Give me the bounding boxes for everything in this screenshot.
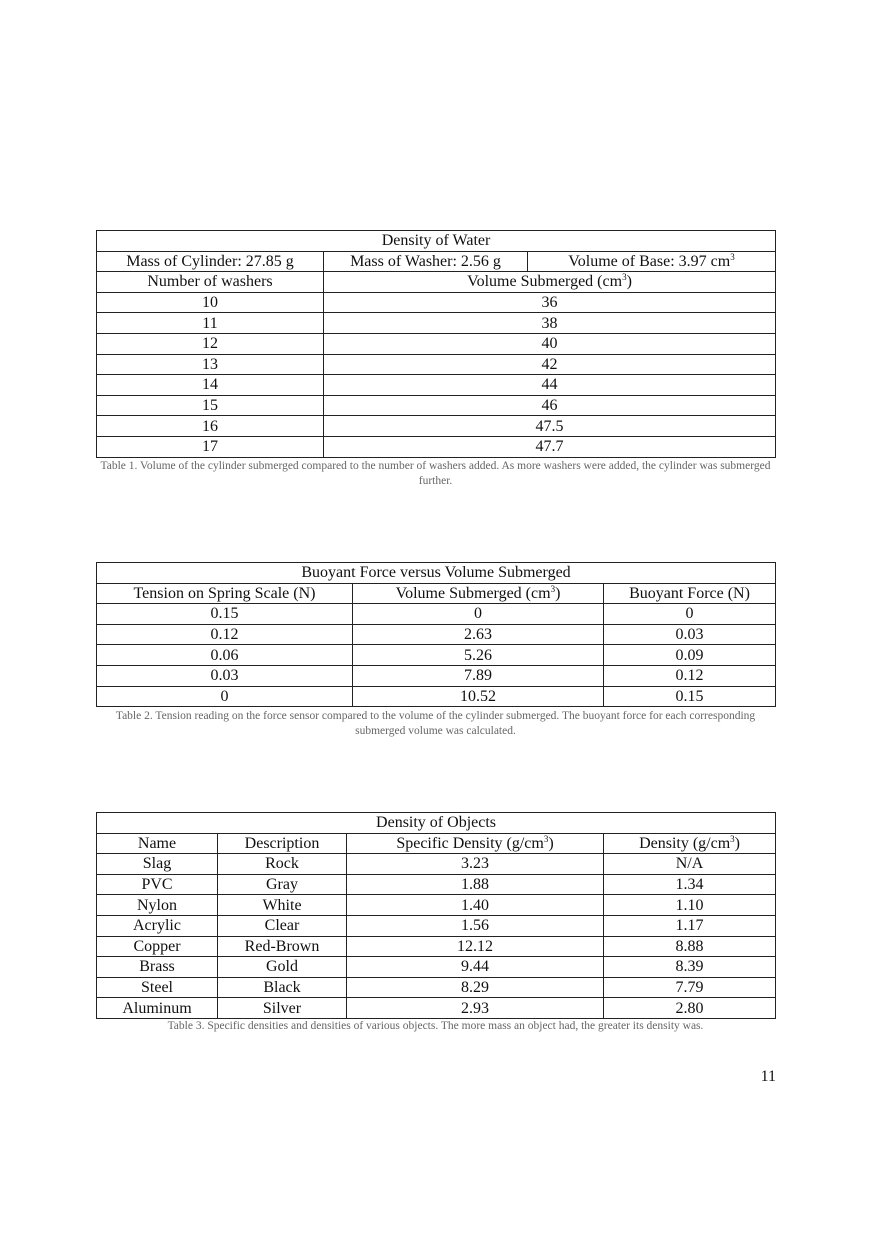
description-cell: Rock	[218, 854, 347, 875]
table-row	[97, 313, 776, 334]
density-cell: 1.34	[604, 874, 776, 895]
table-row	[97, 436, 776, 457]
volume-cell: 38	[324, 313, 776, 334]
tension-cell: 0	[97, 686, 353, 707]
description-cell: Silver	[218, 998, 347, 1019]
column-header-description: Description	[218, 833, 347, 854]
volume-cell: 7.89	[353, 665, 604, 686]
table-row	[97, 854, 776, 875]
column-header-volume-close: )	[555, 584, 561, 602]
table-header-row	[97, 272, 776, 293]
volume-cell: 10.52	[353, 686, 604, 707]
density-of-objects-table	[96, 812, 776, 1019]
table-row	[97, 998, 776, 1019]
volume-cell: 42	[324, 354, 776, 375]
volume-cell: 5.26	[353, 645, 604, 666]
table-title-row	[97, 563, 776, 584]
specific-density-cell: 9.44	[347, 957, 604, 978]
column-header-density-text: Density (g/cm	[639, 834, 731, 852]
column-header-volume	[324, 272, 776, 293]
specific-density-cell: 2.93	[347, 998, 604, 1019]
column-header-washers: Number of washers	[97, 272, 324, 293]
mass-of-cylinder-cell: Mass of Cylinder: 27.85 g	[97, 251, 324, 272]
table-row	[97, 292, 776, 313]
mass-of-washer-cell: Mass of Washer: 2.56 g	[324, 251, 528, 272]
description-cell: Clear	[218, 915, 347, 936]
table-header-row	[97, 583, 776, 604]
density-cell: 1.17	[604, 915, 776, 936]
force-cell: 0.12	[604, 665, 776, 686]
description-cell: Gold	[218, 957, 347, 978]
column-header-volume-text: Volume Submerged (cm	[467, 273, 623, 291]
specific-density-cell: 1.88	[347, 874, 604, 895]
density-cell: 2.80	[604, 998, 776, 1019]
page-number: 11	[760, 1068, 776, 1085]
name-cell: Slag	[97, 854, 218, 875]
washers-cell: 17	[97, 436, 324, 457]
table-title: Buoyant Force versus Volume Submerged	[97, 563, 776, 584]
force-cell: 0	[604, 604, 776, 625]
volume-cell: 0	[353, 604, 604, 625]
description-cell: White	[218, 895, 347, 916]
density-of-water-table	[96, 230, 776, 458]
superscript: 3	[730, 251, 735, 262]
volume-cell: 46	[324, 395, 776, 416]
specific-density-cell: 12.12	[347, 936, 604, 957]
table-row	[97, 375, 776, 396]
column-header-volume	[353, 583, 604, 604]
name-cell: Nylon	[97, 895, 218, 916]
washers-cell: 15	[97, 395, 324, 416]
volume-of-base-text: Volume of Base: 3.97 cm	[568, 252, 731, 270]
table-row	[97, 895, 776, 916]
column-header-specific-density	[347, 833, 604, 854]
specific-density-cell: 8.29	[347, 977, 604, 998]
name-cell: Brass	[97, 957, 218, 978]
washers-cell: 13	[97, 354, 324, 375]
density-cell: 1.10	[604, 895, 776, 916]
washers-cell: 16	[97, 416, 324, 437]
tension-cell: 0.03	[97, 665, 353, 686]
table-row	[97, 936, 776, 957]
density-cell: N/A	[604, 854, 776, 875]
washers-cell: 11	[97, 313, 324, 334]
table-row	[97, 957, 776, 978]
density-cell: 8.88	[604, 936, 776, 957]
tension-cell: 0.15	[97, 604, 353, 625]
table-row	[97, 354, 776, 375]
column-header-density-close: )	[734, 834, 740, 852]
name-cell: PVC	[97, 874, 218, 895]
table-row	[97, 395, 776, 416]
table-info-row	[97, 251, 776, 272]
name-cell: Aluminum	[97, 998, 218, 1019]
table-row	[97, 645, 776, 666]
column-header-volume-text: Volume Submerged (cm	[395, 584, 551, 602]
table-row	[97, 333, 776, 354]
superscript: 3	[550, 583, 556, 594]
table-row	[97, 624, 776, 645]
volume-cell: 2.63	[353, 624, 604, 645]
force-cell: 0.03	[604, 624, 776, 645]
name-cell: Acrylic	[97, 915, 218, 936]
column-header-specific-density-close: )	[548, 834, 554, 852]
description-cell: Red-Brown	[218, 936, 347, 957]
volume-cell: 47.7	[324, 436, 776, 457]
tension-cell: 0.12	[97, 624, 353, 645]
table-row	[97, 604, 776, 625]
table-2-caption: Table 2. Tension reading on the force sensor compared to the volume of the cylinder submerged. The buoyant force for each corresponding submerged volume was calculated.	[115, 710, 756, 737]
buoyant-force-table	[96, 562, 776, 707]
specific-density-cell: 1.40	[347, 895, 604, 916]
superscript: 3	[730, 833, 735, 844]
table-row	[97, 977, 776, 998]
description-cell: Gray	[218, 874, 347, 895]
volume-cell: 36	[324, 292, 776, 313]
name-cell: Steel	[97, 977, 218, 998]
density-cell: 7.79	[604, 977, 776, 998]
table-row	[97, 686, 776, 707]
column-header-force: Buoyant Force (N)	[604, 583, 776, 604]
volume-of-base-cell	[528, 251, 776, 272]
density-cell: 8.39	[604, 957, 776, 978]
table-row	[97, 915, 776, 936]
column-header-tension: Tension on Spring Scale (N)	[97, 583, 353, 604]
force-cell: 0.09	[604, 645, 776, 666]
column-header-specific-density-text: Specific Density (g/cm	[396, 834, 544, 852]
volume-cell: 47.5	[324, 416, 776, 437]
table-title: Density of Water	[97, 231, 776, 252]
table-row	[97, 665, 776, 686]
column-header-name: Name	[97, 833, 218, 854]
washers-cell: 12	[97, 333, 324, 354]
specific-density-cell: 3.23	[347, 854, 604, 875]
table-header-row	[97, 833, 776, 854]
table-title-row	[97, 813, 776, 834]
volume-cell: 44	[324, 375, 776, 396]
description-cell: Black	[218, 977, 347, 998]
table-1-caption: Table 1. Volume of the cylinder submerged compared to the number of washers added. As more washers were added, the cylinder was submerged further.	[100, 460, 771, 487]
tension-cell: 0.06	[97, 645, 353, 666]
column-header-volume-close: )	[626, 273, 632, 291]
table-title-row	[97, 231, 776, 252]
name-cell: Copper	[97, 936, 218, 957]
washers-cell: 10	[97, 292, 324, 313]
specific-density-cell: 1.56	[347, 915, 604, 936]
volume-cell: 40	[324, 333, 776, 354]
force-cell: 0.15	[604, 686, 776, 707]
table-row	[97, 874, 776, 895]
column-header-density	[604, 833, 776, 854]
washers-cell: 14	[97, 375, 324, 396]
superscript: 3	[543, 833, 549, 844]
table-3-caption: Table 3. Specific densities and densities of various objects. The more mass an object had, the greater its density was.	[167, 1020, 704, 1032]
superscript: 3	[622, 272, 627, 283]
table-row	[97, 416, 776, 437]
table-title: Density of Objects	[97, 813, 776, 834]
